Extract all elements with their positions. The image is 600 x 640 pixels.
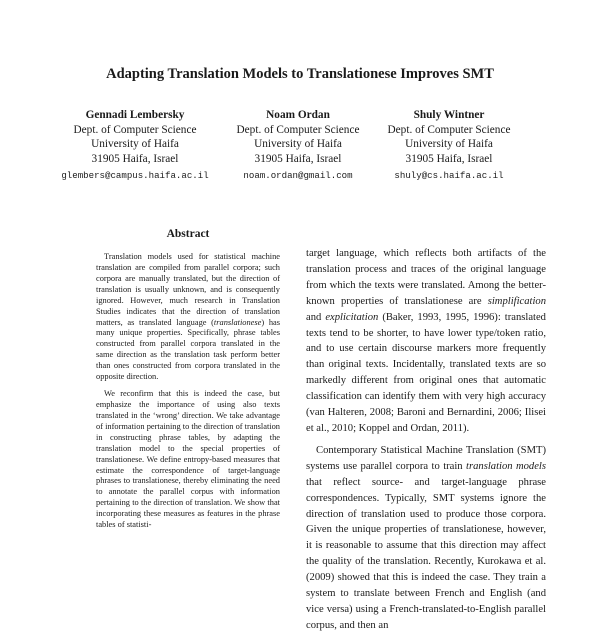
body-paragraph: Contemporary Statistical Machine Translation (SMT) systems use parallel corpora to train translation models that reflect source- and target-language phrase correspondences. Typically, SMT systems ignore the direction of translation used to produce those corpora. Given the unique properties of translationese, however, it is reasonable to assume that this direction may affect the quality of the translation. Recently, Kurokawa et al. (2009) showed that this is indeed the case. They train a system to translate between French and English (and vice versa) using a French-translated-to-English parallel corpus, and then an bbox=[306, 444, 546, 631]
paper-title: Adapting Translation Models to Translationese Improves SMT bbox=[106, 66, 494, 82]
right-column-body bbox=[306, 246, 546, 640]
author-univ: University of Haifa bbox=[405, 138, 493, 150]
author-name: Shuly Wintner bbox=[413, 109, 485, 121]
abstract-body bbox=[96, 252, 280, 537]
author-address: 31905 Haifa, Israel bbox=[91, 152, 179, 165]
abstract-paragraph: Translation models used for statistical machine translation are compiled from parallel corpora; such corpora are manually translated, but the direction of translation is usually unknown, and is consequently ignored. However, much research in Translation Studies indicates that the direction of translation matters, as translated language (translationese) has many unique properties. Specifically, phrase tables constructed from parallel corpora translated in the same direction as the translation task perform better than ones constructed from corpora translated in the opposite direction. bbox=[96, 252, 280, 382]
author-address: 31905 Haifa, Israel bbox=[405, 152, 493, 165]
author-email: glembers@campus.haifa.ac.il bbox=[61, 170, 209, 181]
author-name: Noam Ordan bbox=[266, 109, 330, 121]
author-univ: University of Haifa bbox=[254, 138, 342, 150]
author-dept: Dept. of Computer Science bbox=[73, 123, 197, 136]
author-name: Gennadi Lembersky bbox=[85, 109, 185, 121]
author-univ: University of Haifa bbox=[91, 138, 179, 150]
author-block-3 bbox=[354, 108, 544, 184]
author-block-1 bbox=[40, 108, 230, 184]
author-email: noam.ordan@gmail.com bbox=[243, 170, 353, 181]
author-email: shuly@cs.haifa.ac.il bbox=[394, 170, 504, 181]
body-paragraph: target language, which reflects both artifacts of the translation process and traces of the original language from which the texts were translated. Among the better-known properties of translationese are simplification and explicitation (Baker, 1993, 1995, 1996): translated texts tend to be shorter, to have lower type/token ratio, and to use certain discourse markers more frequently than original texts. Incidentally, translated texts are so markedly different from original ones that automatic classification can identify them with very high accuracy (van Halteren, 2008; Baroni and Bernardini, 2006; Ilisei et al., 2010; Koppel and Ordan, 2011). bbox=[306, 248, 546, 434]
author-address: 31905 Haifa, Israel bbox=[254, 152, 342, 165]
author-dept: Dept. of Computer Science bbox=[236, 123, 360, 136]
abstract-heading: Abstract bbox=[166, 228, 210, 240]
author-dept: Dept. of Computer Science bbox=[387, 123, 511, 136]
abstract-paragraph: We reconfirm that this is indeed the case, but emphasize the importance of using also texts translated in the ‘wrong’ direction. We take advantage of information pertaining to the direction of translation in constructing phrase tables, by adapting the translation model to the special properties of translationese. We define entropy-based measures that estimate the correspondence of target-language phrases to translationese, thereby eliminating the need to annotate the parallel corpus with information pertaining to the direction of translation. We show that incorporating these measures as features in the phrase tables of statisti- bbox=[96, 389, 280, 530]
